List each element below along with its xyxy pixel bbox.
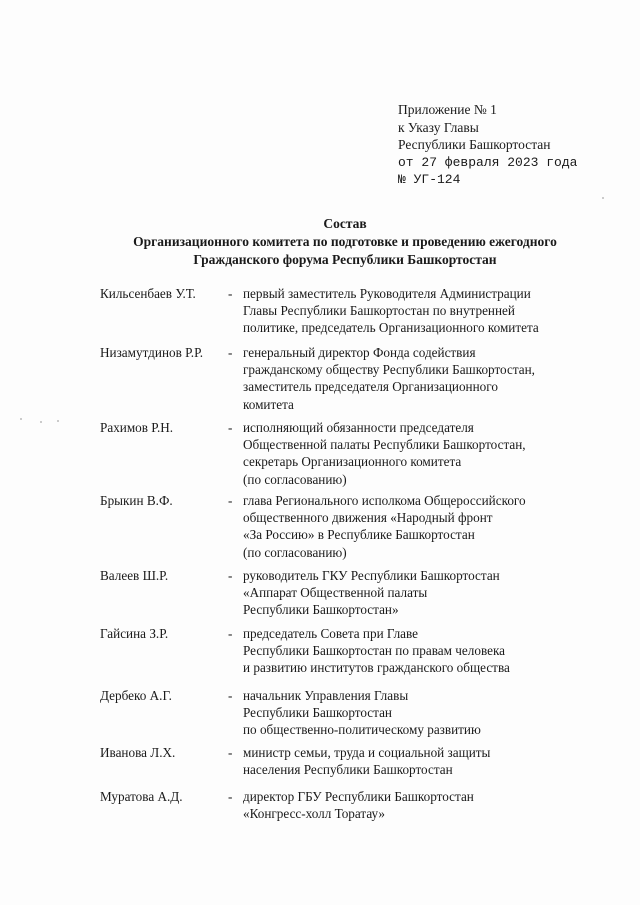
appendix-number: № УГ-124 xyxy=(398,172,461,187)
description-line: «За Россию» в Республике Башкортостан xyxy=(243,527,475,543)
description-line: Республики Башкортостан xyxy=(243,705,392,721)
member-description xyxy=(243,744,603,778)
member-name: Иванова Л.Х. xyxy=(100,745,176,760)
member-name: Гайсина З.Р. xyxy=(100,626,169,641)
member-description xyxy=(243,687,603,739)
description-line: по общественно-политическому развитию xyxy=(243,722,481,738)
scan-speck xyxy=(20,418,22,420)
member-dash: - xyxy=(228,345,233,360)
description-line: директор ГБУ Республики Башкортостан xyxy=(243,789,474,804)
description-line: (по согласованию) xyxy=(243,471,347,487)
scan-speck xyxy=(40,421,42,423)
member-description xyxy=(243,492,603,561)
member-name: Кильсенбаев У.Т. xyxy=(100,286,196,301)
appendix-line: Республики Башкортостан xyxy=(398,137,551,152)
member-dash: - xyxy=(228,568,233,583)
description-line: общественного движения «Народный фронт xyxy=(243,510,493,526)
appendix-block xyxy=(398,101,598,189)
description-line: заместитель председателя Организационного xyxy=(243,379,498,395)
scan-speck xyxy=(602,197,604,199)
description-line: «Конгресс-холл Торатау» xyxy=(243,806,386,822)
description-line: секретарь Организационного комитета xyxy=(243,454,462,470)
member-description xyxy=(243,285,603,337)
member-description xyxy=(243,625,603,677)
description-line: Республики Башкортостан» xyxy=(243,602,399,618)
member-dash: - xyxy=(228,286,233,301)
member-dash: - xyxy=(228,626,233,641)
description-line: председатель Совета при Главе xyxy=(243,626,419,641)
description-line: Республики Башкортостан по правам человека xyxy=(243,643,506,659)
description-line: «Аппарат Общественной палаты xyxy=(243,585,428,601)
appendix-line: к Указу Главы xyxy=(398,119,479,135)
description-line: генеральный директор Фонда содействия xyxy=(243,345,476,360)
member-name: Брыкин В.Ф. xyxy=(100,493,173,508)
description-line: и развитию институтов гражданского общества xyxy=(243,660,510,676)
member-name: Дербеко А.Г. xyxy=(100,688,172,703)
description-line: первый заместитель Руководителя Администрации xyxy=(243,286,531,301)
description-line: (по согласованию) xyxy=(243,544,347,560)
member-description xyxy=(243,419,603,488)
appendix-date: от 27 февраля 2023 года xyxy=(398,154,578,170)
member-dash: - xyxy=(228,745,233,760)
member-name: Муратова А.Д. xyxy=(100,789,183,804)
scan-speck xyxy=(57,420,59,422)
member-name: Валеев Ш.Р. xyxy=(100,568,169,583)
description-line: глава Регионального исполкома Общероссийского xyxy=(243,493,526,508)
member-dash: - xyxy=(228,789,233,804)
member-dash: - xyxy=(228,420,233,435)
description-line: Общественной палаты Республики Башкортостан, xyxy=(243,437,526,453)
member-dash: - xyxy=(228,688,233,703)
description-line: исполняющий обязанности председателя xyxy=(243,420,474,435)
member-name: Низамутдинов Р.Р. xyxy=(100,345,204,360)
description-line: руководитель ГКУ Республики Башкортостан xyxy=(243,568,500,583)
appendix-line: Приложение № 1 xyxy=(398,102,497,117)
description-line: начальник Управления Главы xyxy=(243,688,409,703)
description-line: министр семьи, труда и социальной защиты xyxy=(243,745,491,760)
member-description xyxy=(243,567,603,619)
member-description xyxy=(243,788,603,822)
title-heading: Состав xyxy=(323,216,367,231)
description-line: населения Республики Башкортостан xyxy=(243,762,453,778)
description-line: Главы Республики Башкортостан по внутренней xyxy=(243,303,515,319)
description-line: гражданскому обществу Республики Башкортостан, xyxy=(243,362,535,378)
document-title xyxy=(80,215,610,269)
member-name: Рахимов Р.Н. xyxy=(100,420,174,435)
description-line: комитета xyxy=(243,396,294,412)
title-line-2: Гражданского форума Республики Башкортостан xyxy=(193,252,497,267)
member-dash: - xyxy=(228,493,233,508)
title-line-1: Организационного комитета по подготовке и проведению ежегодного xyxy=(133,234,557,249)
description-line: политике, председатель Организационного комитета xyxy=(243,320,539,336)
member-description xyxy=(243,344,603,413)
